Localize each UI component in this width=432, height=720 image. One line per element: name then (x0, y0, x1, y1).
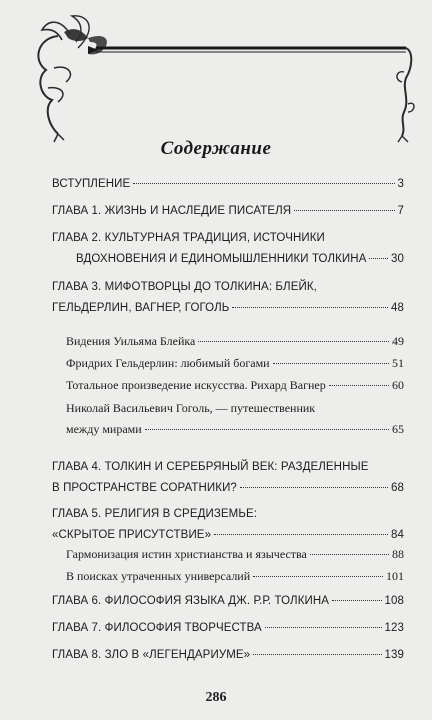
dot-leader (240, 487, 388, 488)
toc-chapter-entry[interactable] (52, 595, 404, 616)
dot-leader (329, 385, 389, 386)
toc-section-entry[interactable] (52, 378, 404, 399)
dragon-ornament-icon (18, 8, 418, 143)
toc-entry-title: Николай Васильевич Гоголь, — путешественник (66, 401, 316, 415)
dot-leader (232, 307, 388, 308)
toc-page-number: 84 (391, 529, 404, 541)
dot-leader (253, 654, 381, 655)
toc-page-number: 123 (384, 622, 404, 634)
toc-entry-title: В поисках утраченных универсалий (66, 569, 251, 583)
toc-page-number: 7 (397, 205, 404, 217)
toc-page-number: 30 (391, 253, 404, 265)
toc-entry-title: между мирами (66, 422, 142, 436)
toc-page-number: 101 (386, 569, 404, 583)
toc-entry-title: ВСТУПЛЕНИЕ (52, 178, 131, 190)
dot-leader (265, 627, 382, 628)
toc-entry-title: ГЛАВА 8. ЗЛО В «ЛЕГЕНДАРИУМЕ» (52, 649, 251, 661)
toc-entry-title: ГЛАВА 4. ТОЛКИН И СЕРЕБРЯНЫЙ ВЕК: РАЗДЕЛЕННЫЕ (52, 461, 369, 473)
toc-title: Содержание (160, 138, 272, 159)
toc-entry-title: ГЕЛЬДЕРЛИН, ВАГНЕР, ГОГОЛЬ (52, 302, 230, 314)
toc-page-number: 48 (391, 302, 404, 314)
toc-entry-title: Гармонизация истин христианства и язычества (66, 547, 307, 561)
toc-entry-title: ВДОХНОВЕНИЯ И ЕДИНОМЫШЛЕННИКИ ТОЛКИНА (76, 253, 367, 265)
toc-chapter-entry[interactable] (52, 508, 404, 550)
toc-page-number: 139 (384, 649, 404, 661)
toc-entry-title: ГЛАВА 7. ФИЛОСОФИЯ ТВОРЧЕСТВА (52, 622, 262, 634)
toc-entry-title: ГЛАВА 1. ЖИЗНЬ И НАСЛЕДИЕ ПИСАТЕЛЯ (52, 205, 292, 217)
toc-chapter-entry[interactable] (52, 461, 404, 503)
toc-page-number: 65 (392, 422, 404, 436)
toc-entry-title: В ПРОСТРАНСТВЕ СОРАТНИКИ? (52, 482, 237, 494)
toc-section-entry[interactable] (52, 547, 404, 568)
dot-leader (198, 341, 389, 342)
dot-leader (369, 258, 388, 259)
toc-page-number: 3 (397, 178, 404, 190)
dot-leader (253, 576, 383, 577)
toc-entry-title: Видения Уильяма Блейка (66, 334, 196, 348)
page-number: 286 (205, 690, 227, 705)
dot-leader (294, 210, 394, 211)
toc-page-number: 68 (391, 482, 404, 494)
toc-page-number: 49 (392, 334, 404, 348)
toc-page-number: 51 (392, 356, 404, 370)
dot-leader (214, 534, 388, 535)
toc-section-entry[interactable] (52, 569, 404, 590)
toc-page-number: 108 (384, 595, 404, 607)
toc-section-entry[interactable] (52, 334, 404, 355)
toc-entry-title: Фридрих Гельдерлин: любимый богами (66, 356, 270, 370)
toc-chapter-entry[interactable] (52, 232, 404, 274)
toc-entry-title: ГЛАВА 5. РЕЛИГИЯ В СРЕДИЗЕМЬЕ: (52, 508, 258, 520)
dot-leader (145, 429, 389, 430)
dot-leader (133, 183, 394, 184)
toc-section-entry[interactable] (52, 401, 404, 443)
dot-leader (332, 600, 381, 601)
toc-chapter-entry[interactable] (52, 622, 404, 643)
toc-section-entry[interactable] (52, 356, 404, 377)
toc-chapter-entry[interactable] (52, 281, 404, 323)
toc-chapter-entry[interactable] (52, 178, 404, 199)
toc-page-number: 60 (392, 378, 404, 392)
toc-entry-title: ГЛАВА 3. МИФОТВОРЦЫ ДО ТОЛКИНА: БЛЕЙК, (52, 281, 317, 293)
toc-page-number: 88 (392, 547, 404, 561)
toc-entry-title: Тотальное произведение искусства. Рихард Вагнер (66, 378, 326, 392)
toc-chapter-entry[interactable] (52, 649, 404, 670)
dot-leader (273, 363, 389, 364)
toc-entry-title: ГЛАВА 2. КУЛЬТУРНАЯ ТРАДИЦИЯ, ИСТОЧНИКИ (52, 232, 325, 244)
toc-entry-title: «СКРЫТОЕ ПРИСУТСТВИЕ» (52, 529, 212, 541)
toc-entry-title: ГЛАВА 6. ФИЛОСОФИЯ ЯЗЫКА ДЖ. Р.Р. ТОЛКИНА (52, 595, 330, 607)
dot-leader (310, 554, 389, 555)
toc-chapter-entry[interactable] (52, 205, 404, 226)
